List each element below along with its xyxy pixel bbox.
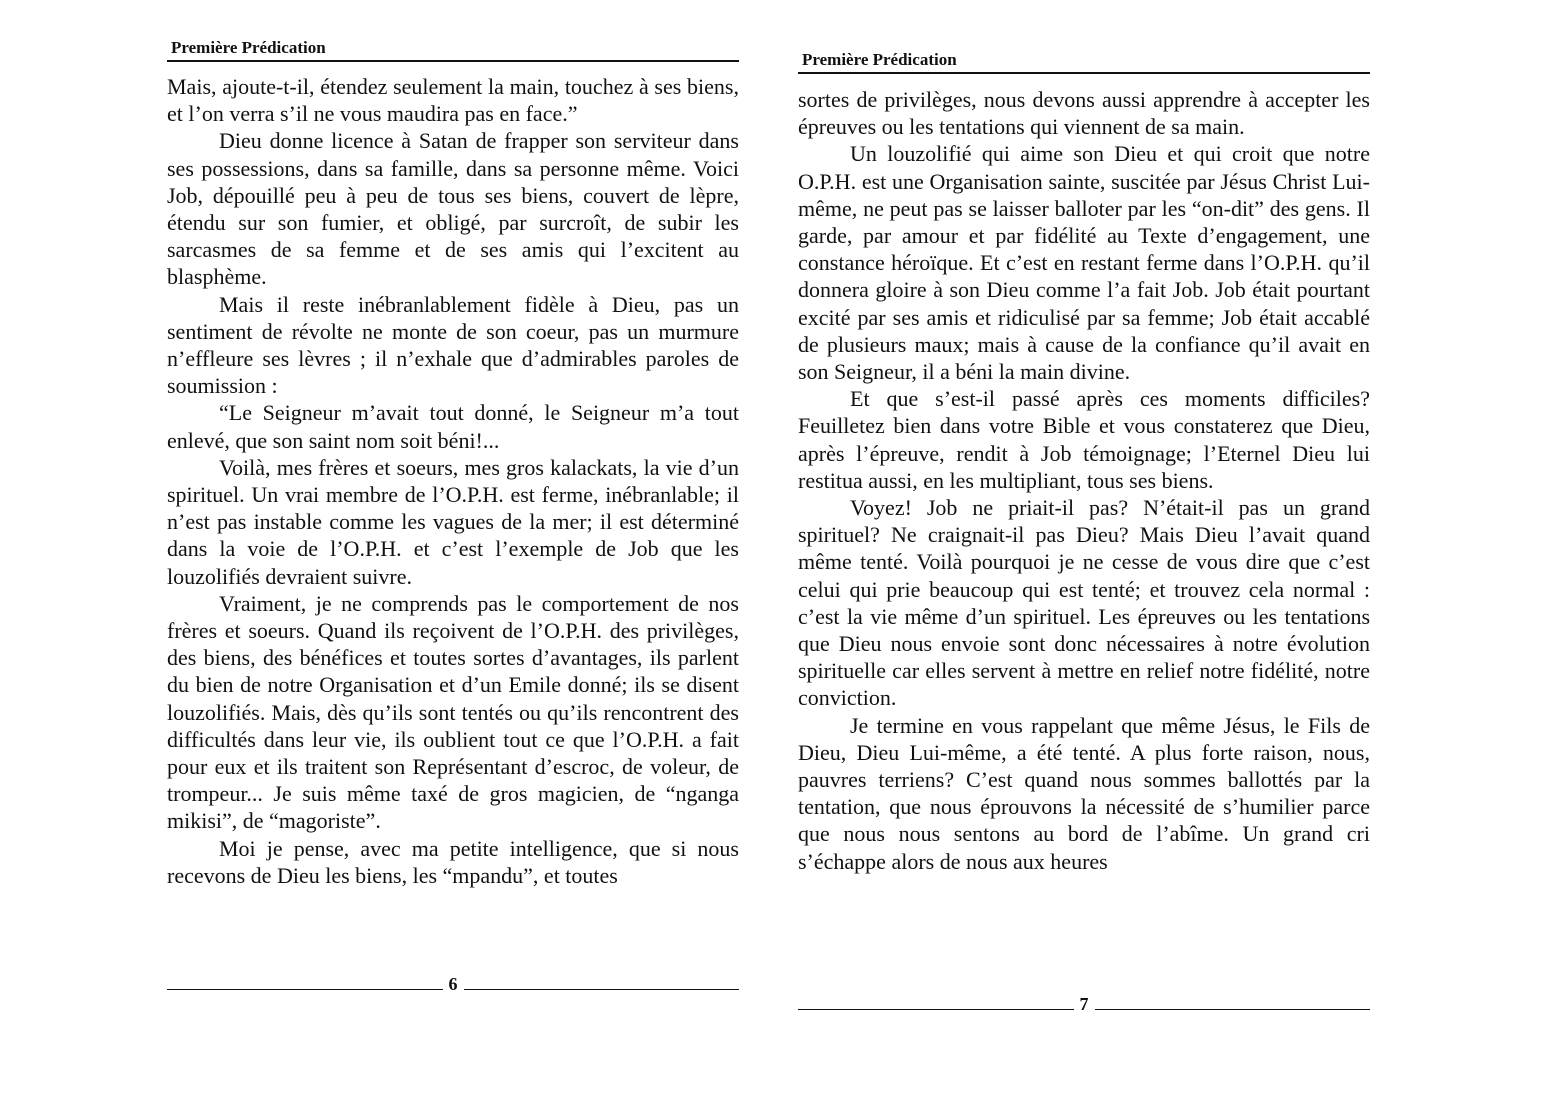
- header-rule: [167, 60, 739, 62]
- paragraph: sortes de privilèges, nous devons aussi apprendre à accepter les épreuves ou les tentations qui viennent de sa main.: [798, 87, 1370, 140]
- page-number: 7: [1079, 994, 1089, 1014]
- paragraph: Mais, ajoute-t-il, étendez seulement la main, touchez à ses biens, et l’on verra s’il ne vous maudira pas en face.”: [167, 74, 739, 127]
- left-page: [167, 38, 739, 1048]
- header-rule: [798, 72, 1370, 74]
- right-page: [798, 50, 1370, 1060]
- page-footer: [167, 974, 739, 995]
- paragraph: “Le Seigneur m’avait tout donné, le Seigneur m’a tout enlevé, que son saint nom soit béni!...: [167, 400, 739, 453]
- page-body: [798, 86, 1370, 875]
- running-header: Première Prédication: [171, 38, 326, 57]
- footer-rule-left: [167, 989, 443, 990]
- paragraph: Moi je pense, avec ma petite intelligence, que si nous recevons de Dieu les biens, les “mpandu”, et toutes: [167, 835, 739, 888]
- paragraph: Dieu donne licence à Satan de frapper son serviteur dans ses possessions, dans sa famille, dans sa personne même. Voici Job, dépouillé peu à peu de tous ses biens, couvert de lèpre, étendu sur son fumier, et obligé, par surcroît, de subir les sarcasmes de sa femme et de ses amis qui l’excitent au blasphème.: [167, 128, 739, 290]
- paragraph: Voilà, mes frères et soeurs, mes gros kalackats, la vie d’un spirituel. Un vrai membre de l’O.P.H. est ferme, inébranlable; il n’est pas instable comme les vagues de la mer; il est déterminé dans la voie de l’O.P.H. et c’est l’exemple de Job que les louzolifiés devraient suivre.: [167, 454, 739, 589]
- footer-rule-right: [464, 989, 740, 990]
- footer-rule-left: [798, 1009, 1074, 1010]
- page-footer: [798, 994, 1370, 1015]
- paragraph: Un louzolifié qui aime son Dieu et qui croit que notre O.P.H. est une Organisation sainte, suscitée par Jésus Christ Lui-même, ne peut pas se laisser balloter par les “on-dit” des gens. Il garde, par amour et par fidélité au Texte d’engagement, une constance héroïque. Et c’est en restant ferme dans l’O.P.H. qu’il donnera gloire à son Dieu comme l’a fait Job. Job était pourtant excité par ses amis et ridiculisé par sa femme; Job était accablé de plusieurs maux; mais à cause de la confiance qu’il avait en son Seigneur, il a béni la main divine.: [798, 141, 1370, 385]
- footer-rule-right: [1095, 1009, 1371, 1010]
- paragraph: Vraiment, je ne comprends pas le comportement de nos frères et soeurs. Quand ils reçoivent de l’O.P.H. des privilèges, des biens, des bénéfices et toutes sortes d’avantages, ils parlent du bien de notre Organisation et d’un Emile donné; ils se disent louzolifiés. Mais, dès qu’ils sont tentés ou qu’ils rencontrent des difficultés dans leur vie, ils oublient tout ce que l’O.P.H. a fait pour eux et ils traitent son Représentant d’escroc, de voleur, de trompeur... Je suis même taxé de gros magicien, de “nganga mikisi”, de “magoriste”.: [167, 590, 739, 834]
- page-body: [167, 73, 739, 889]
- paragraph: Je termine en vous rappelant que même Jésus, le Fils de Dieu, Dieu Lui-même, a été tenté. A plus forte raison, nous, pauvres terriens? C’est quand nous sommes ballottés par la tentation, que nous éprouvons la nécessité de s’humilier parce que nous nous sentons au bord de l’abîme. Un grand cri s’échappe alors de nous aux heures: [798, 712, 1370, 874]
- paragraph: Et que s’est-il passé après ces moments difficiles? Feuilletez bien dans votre Bible et vous constaterez que Dieu, après l’épreuve, rendit à Job témoignage; l’Eternel Dieu lui restitua aussi, en les multipliant, tous ses biens.: [798, 386, 1370, 493]
- paragraph: Mais il reste inébranlablement fidèle à Dieu, pas un sentiment de révolte ne monte de son coeur, pas un murmure n’effleure ses lèvres ; il n’exhale que d’admirables paroles de soumission :: [167, 291, 739, 399]
- running-header: Première Prédication: [802, 50, 957, 69]
- paragraph: Voyez! Job ne priait-il pas? N’était-il pas un grand spirituel? Ne craignait-il pas Dieu? Mais Dieu l’avait quand même tenté. Voilà pourquoi je ne cesse de vous dire que c’est celui qui prie beaucoup qui est tenté; et trouvez cela normal : c’est la vie même d’un spirituel. Les épreuves ou les tentations que Dieu nous envoie sont donc nécessaires à notre évolution spirituelle car elles servent à mettre en relief notre fidélité, notre conviction.: [798, 495, 1370, 711]
- page-number: 6: [448, 974, 458, 994]
